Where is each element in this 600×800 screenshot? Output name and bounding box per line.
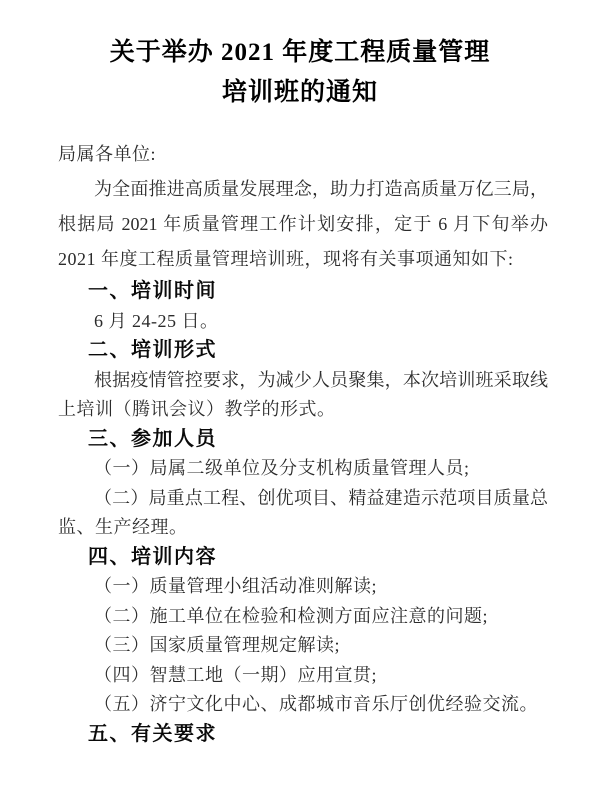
training-format-line-2: 上培训（腾讯会议）教学的形式。	[58, 399, 336, 419]
section-2-heading: 二、培训形式	[88, 339, 217, 361]
participants-item-1: （一）局属二级单位及分支机构质量管理人员;	[94, 458, 470, 478]
intro-paragraph-line-1: 为全面推进高质量发展理念，助力打造高质量万亿三局，	[94, 179, 548, 199]
content-item-1: （一）质量管理小组活动准则解读;	[94, 576, 377, 596]
content-item-5: （五）济宁文化中心、成都城市音乐厅创优经验交流。	[94, 694, 538, 714]
section-3-heading: 三、参加人员	[88, 427, 217, 450]
content-item-4: （四）智慧工地（一期）应用宣贯;	[94, 664, 377, 685]
section-5-heading: 五、有关要求	[88, 722, 217, 745]
section-4-heading: 四、培训内容	[88, 545, 217, 568]
salutation: 局属各单位:	[58, 144, 157, 164]
section-1-heading: 一、培训时间	[88, 280, 217, 302]
training-format-line-1: 根据疫情管控要求，为减少人员聚集，本次培训班采取线	[94, 369, 548, 390]
participants-item-2-line-1: （二）局重点工程、创优项目、精益建造示范项目质量总	[94, 487, 548, 508]
intro-paragraph-line-3: 2021 年度工程质量管理培训班，现将有关事项通知如下:	[58, 249, 514, 269]
document-body	[58, 137, 548, 749]
content-item-2: （二）施工单位在检验和检测方面应注意的问题;	[94, 605, 488, 626]
intro-paragraph-line-2: 根据局 2021 年质量管理工作计划安排，定于 6 月下旬举办	[58, 214, 548, 234]
participants-item-2-line-2: 监、生产经理。	[58, 517, 188, 537]
document-title	[0, 0, 600, 113]
content-item-3: （三）国家质量管理规定解读;	[94, 635, 340, 655]
training-time-text: 6 月 24-25 日。	[94, 310, 219, 331]
title-line-1: 关于举办 2021 年度工程质量管理	[109, 39, 491, 66]
title-line-2: 培训班的通知	[221, 79, 378, 106]
